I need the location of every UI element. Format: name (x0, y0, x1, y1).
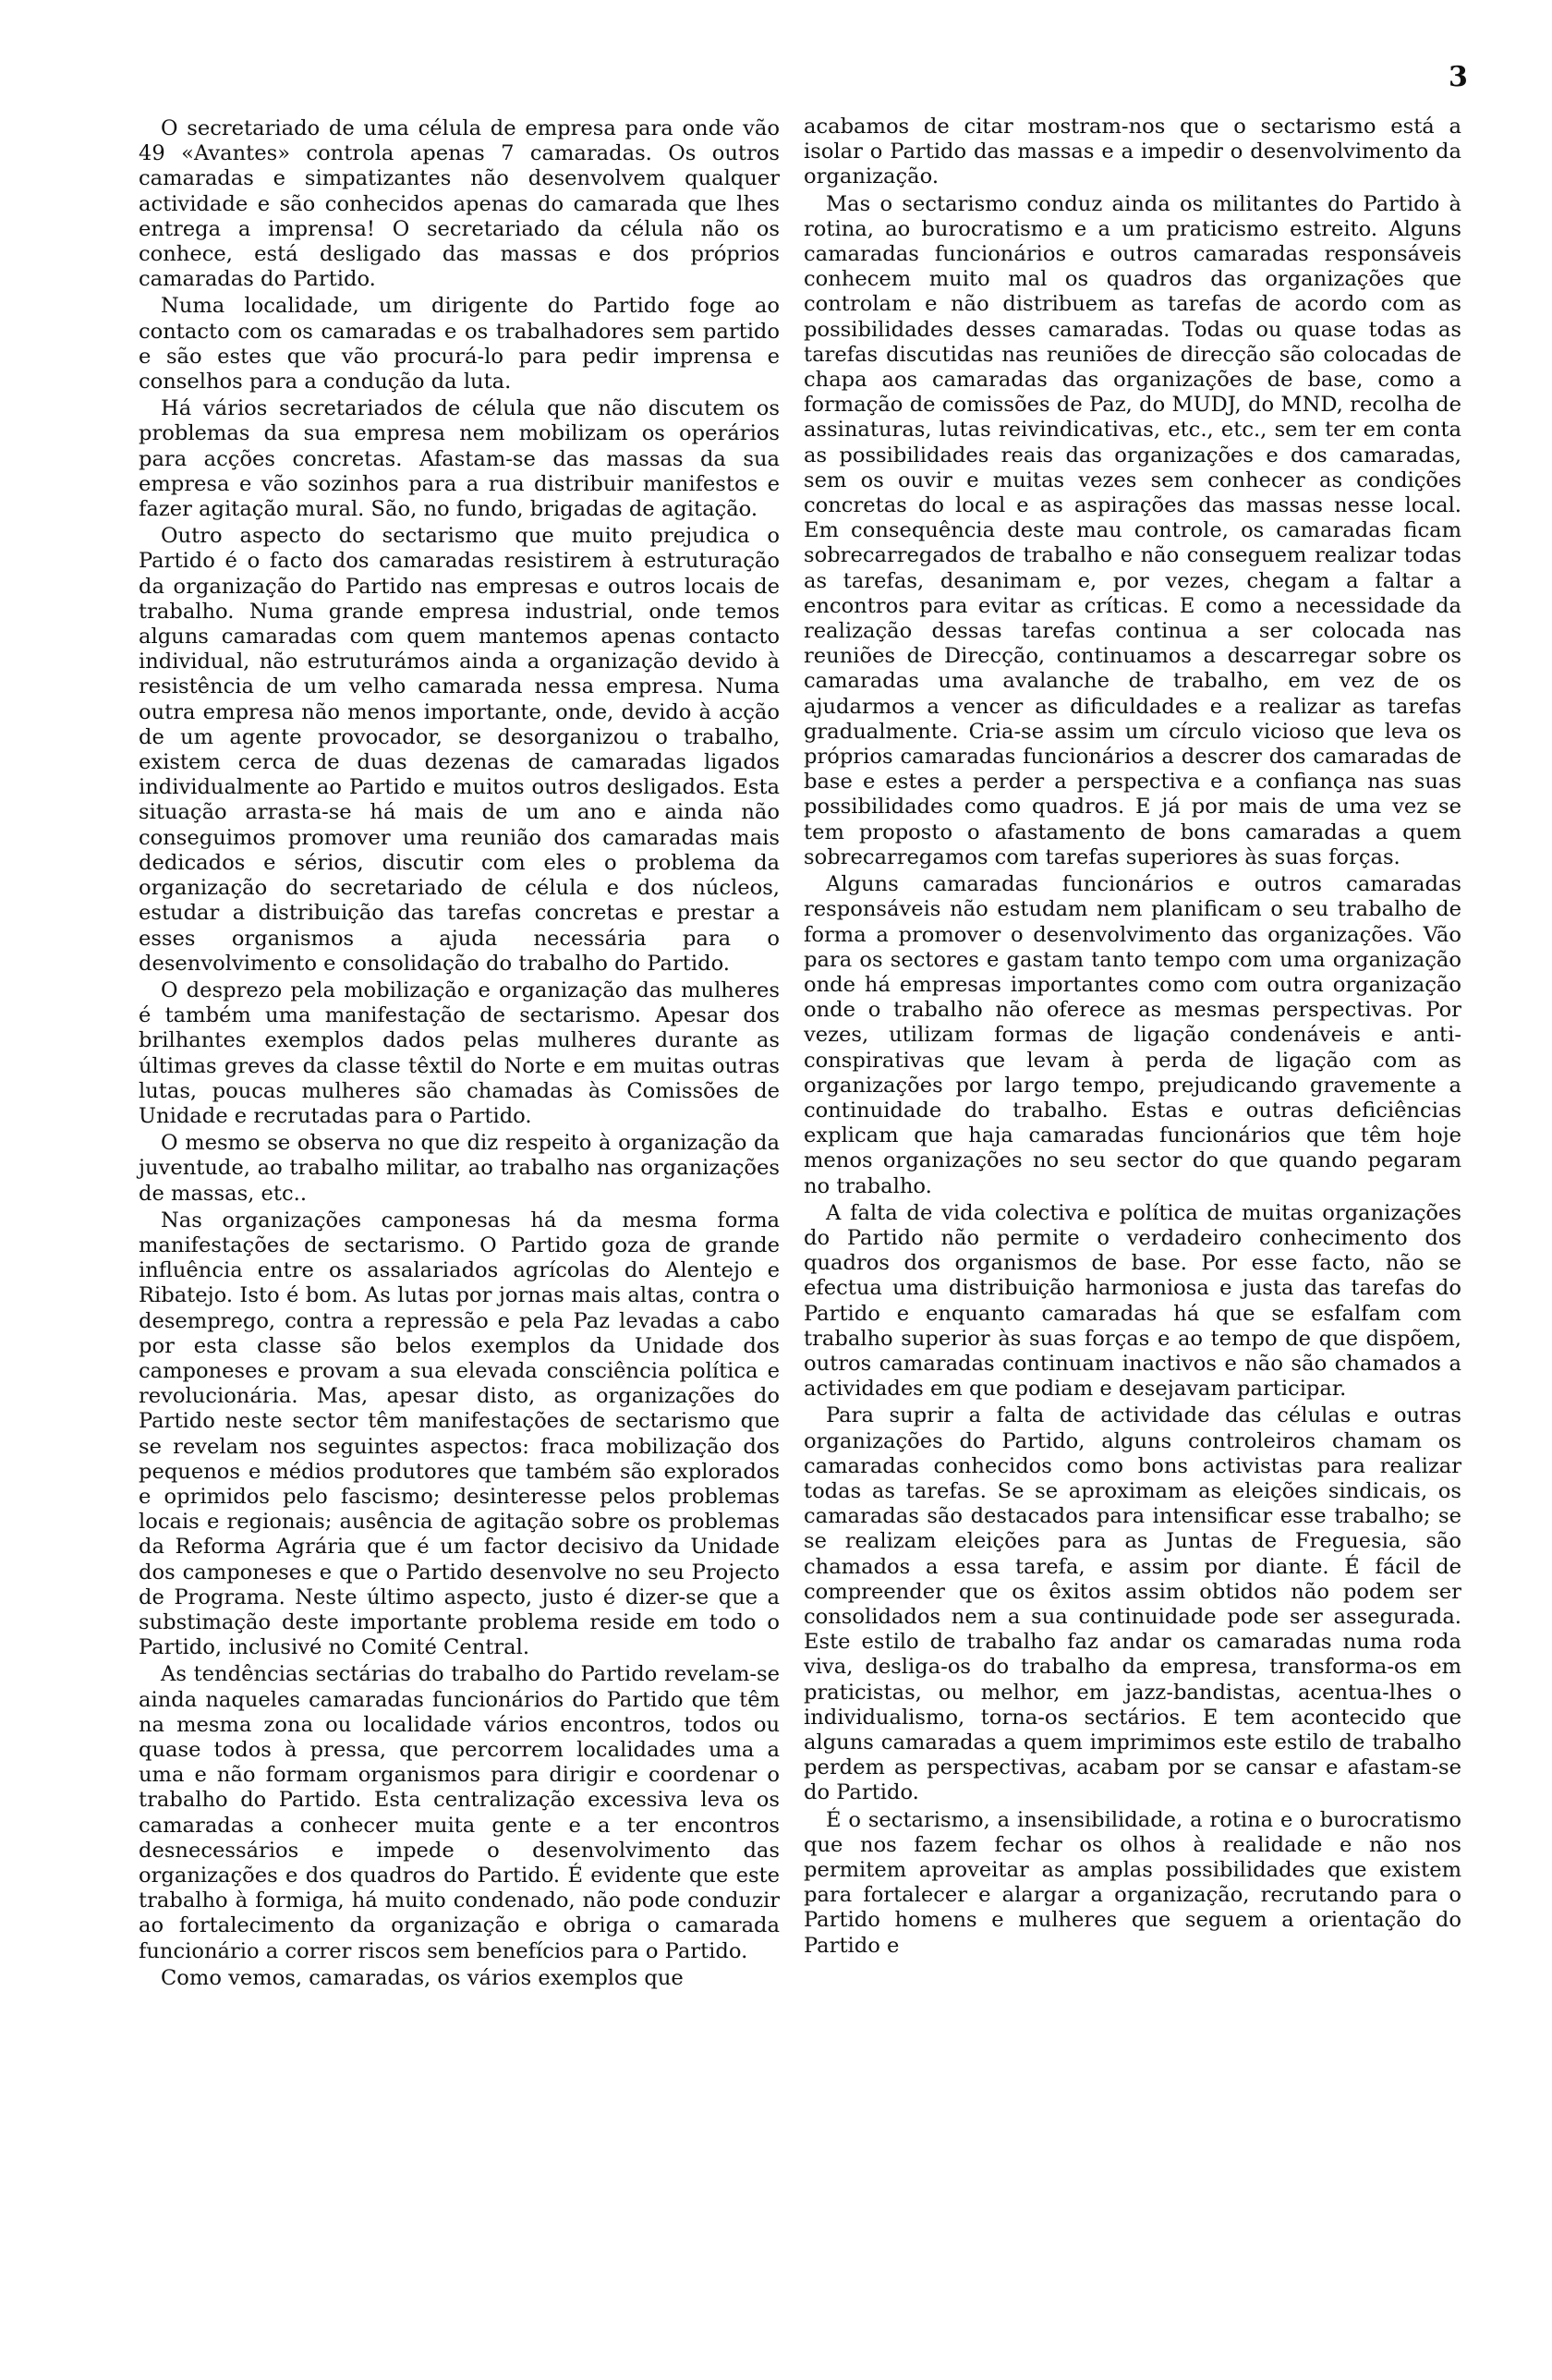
paragraph: Para suprir a falta de actividade das células e outras organizações do Partido, alguns controleiros chamam os camaradas conhecidos como bons activistas para realizar todas as tarefas. Se se aproximam as eleições sindicais, os camaradas são destacados para intensificar esse trabalho; se se realizam eleições para as Juntas de Freguesia, são chamados a essa tarefa, e assim por diante. É fácil de compreender que os êxitos assim obtidos não podem ser consolidados nem a sua continuidade pode ser assegurada. Este estilo de trabalho faz andar os camaradas numa roda viva, desliga-os do trabalho da empresa, transforma-os em praticistas, ou melhor, em jazz-bandistas, acentua-lhes o individualismo, torna-os sectários. E tem acontecido que alguns camaradas a quem imprimimos este estilo de trabalho perdem as perspectivas, acabam por se cansar e afastam-se do Partido. (804, 1403, 1461, 1805)
paragraph: O mesmo se observa no que diz respeito à organização da juventude, ao trabalho militar, ao trabalho nas organizações de massas, etc.. (139, 1131, 780, 1206)
paragraph: Alguns camaradas funcionários e outros camaradas responsáveis não estudam nem planificam o seu trabalho de forma a promover o desenvolvimento das organizações. Vão para os sectores e gastam tanto tempo com uma organização onde há empresas importantes como com outra organização onde o trabalho não oferece as mesmas perspectivas. Por vezes, utilizam formas de ligação condenáveis e anti-conspirativas que levam à perda de ligação com as organizações por largo tempo, prejudicando gravemente a continuidade do trabalho. Estas e outras deficiências explicam que haja camaradas funcionários que têm hoje menos organizações no seu sector do que quando pegaram no trabalho. (804, 872, 1461, 1198)
paragraph: Mas o sectarismo conduz ainda os militantes do Partido à rotina, ao burocratismo e a um praticismo estreito. Alguns camaradas funcionários e outros camaradas responsáveis conhecem muito mal os quadros das organizações que controlam e não distribuem as tarefas de acordo com as possibilidades desses camaradas. Todas ou quase todas as tarefas discutidas nas reuniões de direcção são colocadas de chapa aos camaradas das organizações de base, como a formação de comissões de Paz, do MUDJ, do MND, recolha de assinaturas, lutas reivindicativas, etc., etc., sem ter em conta as possibilidades reais das organizações e dos camaradas, sem os ouvir e muitas vezes sem conhecer as condições concretas do local e as aspirações das massas nesse local. Em consequência deste mau controle, os camaradas ficam sobrecarregados de trabalho e não conseguem realizar todas as tarefas, desanimam e, por vezes, chegam a faltar a encontros para evitar as críticas. E como a necessidade da realização dessas tarefas continua a ser colocada nas reuniões de Direcção, continuamos a descarregar sobre os camaradas uma avalanche de trabalho, em vez de os ajudarmos a vencer as dificuldades e a realizar as tarefas gradualmente. Cria-se assim um círculo vicioso que leva os próprios camaradas funcionários a descrer dos camaradas de base e estes a perder a perspectiva e a confiança nas suas possibilidades como quadros. E já por mais de uma vez se tem proposto o afastamento de bons camaradas a quem sobrecarregamos com tarefas superiores às suas forças. (804, 191, 1461, 869)
paragraph: O desprezo pela mobilização e organização das mulheres é também uma manifestação de sectarismo. Apesar dos brilhantes exemplos dados pelas mulheres durante as últimas greves da classe têxtil do Norte e em muitas outras lutas, poucas mulheres são chamadas às Comissões de Unidade e recrutadas para o Partido. (139, 978, 780, 1128)
left-column (139, 116, 780, 1993)
page-number: 3 (1449, 61, 1468, 93)
paragraph: É o sectarismo, a insensibilidade, a rotina e o burocratismo que nos fazem fechar os olhos à realidade e não nos permitem aproveitar as amplas possibilidades que existem para fortalecer e alargar a organização, recrutando para o Partido homens e mulheres que seguem a orientação do Partido e (804, 1807, 1461, 1958)
paragraph: Como vemos, camaradas, os vários exemplos que (161, 1965, 684, 1990)
right-column (804, 115, 1461, 1961)
paragraph: Outro aspecto do sectarismo que muito prejudica o Partido é o facto dos camaradas resistirem à estruturação da organização do Partido nas empresas e outros locais de trabalho. Numa grande empresa industrial, onde temos alguns camaradas com quem mantemos apenas contacto individual, não estruturámos ainda a organização devido à resistência de um velho camarada nessa empresa. Numa outra empresa não menos importante, onde, devido à acção de um agente provocador, se desorganizou o trabalho, existem cerca de duas dezenas de camaradas ligados individualmente ao Partido e muitos outros desligados. Esta situação arrasta-se há mais de um ano e ainda não conseguimos promover uma reunião dos camaradas mais dedicados e sérios, discutir com eles o problema da organização do secretariado de célula e dos núcleos, estudar a distribuição das tarefas concretas e prestar a esses organismos a ajuda necessária para o desenvolvimento e consolidação do trabalho do Partido. (139, 524, 780, 976)
paragraph: Numa localidade, um dirigente do Partido foge ao contacto com os camaradas e os trabalhadores sem partido e são estes que vão procurá-lo para pedir imprensa e conselhos para a condução da luta. (139, 294, 780, 395)
paragraph: Há vários secretariados de célula que não discutem os problemas da sua empresa nem mobilizam os operários para acções concretas. Afastam-se das massas da sua empresa e vão sozinhos para a rua distribuir manifestos e fazer agitação mural. São, no fundo, brigadas de agitação. (139, 396, 780, 522)
paragraph-continuation: acabamos de citar mostram-nos que o sectarismo está a isolar o Partido das massas e a impedir o desenvolvimento da organização. (804, 115, 1461, 189)
paragraph: As tendências sectárias do trabalho do Partido revelam-se ainda naqueles camaradas funcionários do Partido que têm na mesma zona ou localidade vários encontros, todos ou quase todos à pressa, que percorrem localidades uma a uma e não formam organismos para dirigir e coordenar o trabalho do Partido. Esta centralização excessiva leva os camaradas a conhecer muita gente e a ter encontros desnecessários e impede o desenvolvimento das organizações e dos quadros do Partido. É evidente que este trabalho à formiga, há muito condenado, não pode conduzir ao fortalecimento da organização e obriga o camarada funcionário a correr riscos sem benefícios para o Partido. (139, 1662, 780, 1963)
paragraph: Nas organizações camponesas há da mesma forma manifestações de sectarismo. O Partido goza de grande influência entre os assalariados agrícolas do Alentejo e Ribatejo. Isto é bom. As lutas por jornas mais altas, contra o desemprego, contra a repressão e pela Paz levadas a cabo por esta classe são belos exemplos da Unidade dos camponeses e provam a sua elevada consciência política e revolucionária. Mas, apesar disto, as organizações do Partido neste sector têm manifestações de sectarismo que se revelam nos seguintes aspectos: fraca mobilização dos pequenos e médios produtores que também são explorados e oprimidos pelo fascismo; desinteresse pelos problemas locais e regionais; ausência de agitação sobre os problemas da Reforma Agrária que é um factor decisivo da Unidade dos camponeses e que o Partido desenvolve no seu Projecto de Programa. Neste último aspecto, justo é dizer-se que a substimação deste importante problema reside em todo o Partido, inclusivé no Comité Central. (139, 1208, 780, 1660)
paragraph: A falta de vida colectiva e política de muitas organizações do Partido não permite o verdadeiro conhecimento dos quadros dos organismos de base. Por esse facto, não se efectua uma distribuição harmoniosa e justa das tarefas do Partido e enquanto camaradas há que se esfalfam com trabalho superior às suas forças e ao tempo de que dispõem, outros camaradas continuam inactivos e não são chamados a actividades em que podiam e desejavam participar. (804, 1200, 1461, 1402)
paragraph: O secretariado de uma célula de empresa para onde vão 49 «Avantes» controla apenas 7 camaradas. Os outros camaradas e simpatizantes não desenvolvem qualquer actividade e são conhecidos apenas do camarada que lhes entrega a imprensa! O secretariado da célula não os conhece, está desligado das massas e dos próprios camaradas do Partido. (139, 116, 780, 292)
